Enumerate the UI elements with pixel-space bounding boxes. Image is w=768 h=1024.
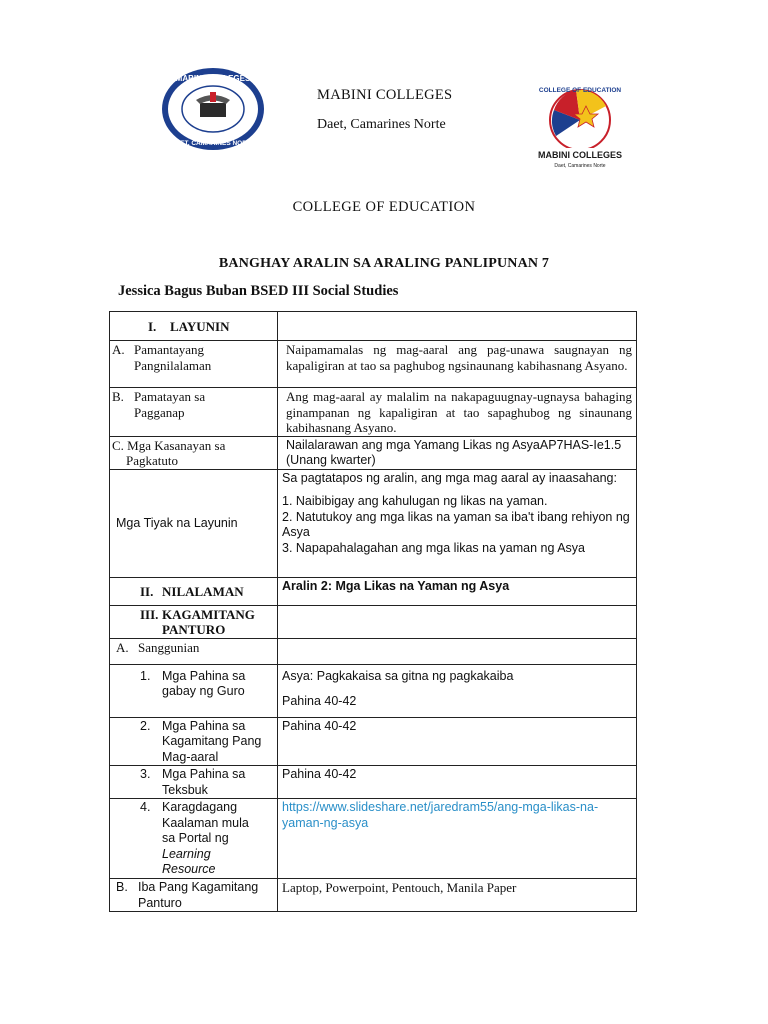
kasanayan-text: Nailalarawan ang mga Yamang Likas ng AsyaAP7HAS-Ie1.5 (Unang kwarter) bbox=[278, 436, 637, 469]
nilalaman-label-cell: II. NILALAMAN bbox=[110, 577, 278, 605]
kagamitang-pang-label-cell: 2. Mga Pahina sa Kagamitang Pang Mag-aaral bbox=[110, 717, 278, 766]
school-address: Daet, Camarines Norte bbox=[317, 117, 446, 132]
row-karagdagang-kaalaman bbox=[110, 799, 637, 879]
teksbuk-label-cell: 3. Mga Pahina sa Teksbuk bbox=[110, 766, 278, 799]
lesson-plan-title: BANGHAY ARALIN SA ARALING PANLIPUNAN 7 bbox=[218, 256, 550, 271]
row-kagamitang-pang-mag-aaral bbox=[110, 717, 637, 766]
gabay-content-cell bbox=[278, 664, 637, 717]
row-kasanayan bbox=[110, 436, 637, 469]
teksbuk-pages: Pahina 40-42 bbox=[278, 766, 637, 799]
kagamitan-value-cell bbox=[278, 605, 637, 638]
iba-pang-label-cell: B. Iba Pang Kagamitang Panturo bbox=[110, 879, 278, 912]
slideshare-link[interactable]: https://www.slideshare.net/jaredram55/ang-mga-likas-na- yaman-ng-asya bbox=[282, 800, 599, 830]
kasanayan-label-cell: C. Mga Kasanayan sa Pagkatuto bbox=[110, 436, 278, 469]
row-kagamitan bbox=[110, 605, 637, 638]
layunin-value-cell bbox=[278, 312, 637, 341]
sanggunian-label-cell: A. Sanggunian bbox=[110, 638, 278, 664]
nilalaman-text: Aralin 2: Mga Likas na Yaman ng Asya bbox=[278, 577, 637, 605]
gabay-book-title: Asya: Pagkakaisa sa gitna ng pagkakaiba bbox=[282, 668, 514, 683]
row-nilalaman bbox=[110, 577, 637, 605]
layunin-label-cell: I. LAYUNIN bbox=[110, 312, 278, 341]
karagdagang-link-cell[interactable] bbox=[278, 799, 637, 879]
gabay-label-cell: 1. Mga Pahina sa gabay ng Guro bbox=[110, 664, 278, 717]
tiyak-intro: Sa pagtatapos ng aralin, ang mga mag aaral ay inaasahang: bbox=[282, 470, 617, 485]
row-gabay-ng-guro bbox=[110, 664, 637, 717]
tiyak-item-2: 2. Natutukoy ang mga likas na yaman sa iba't ibang rehiyon ng Asya bbox=[282, 509, 630, 539]
row-pamantayang bbox=[110, 341, 637, 388]
svg-text:MABINI COLLEGES: MABINI COLLEGES bbox=[537, 150, 623, 160]
iba-pang-text: Laptop, Powerpoint, Pentouch, Manila Paper bbox=[278, 879, 637, 912]
lesson-plan-table bbox=[109, 311, 637, 912]
row-tiyak-na-layunin bbox=[110, 469, 637, 577]
author-line: Jessica Bagus Buban BSED III Social Studies bbox=[118, 283, 399, 299]
college-of-education-logo bbox=[526, 80, 634, 170]
svg-text:DAET, CAMARINES NORTE: DAET, CAMARINES NORTE bbox=[170, 140, 256, 147]
svg-text:MABINI COLLEGES: MABINI COLLEGES bbox=[175, 74, 251, 83]
row-pagganap bbox=[110, 388, 637, 437]
tiyak-label: Mga Tiyak na Layunin bbox=[110, 469, 278, 577]
pagganap-text: Ang mag-aaral ay malalim na nakapaguugnay-ugnaysa bahaging ginampanan ng kapaligiran at tao sapaghubog ng sinaunang kabihasnang Asyano. bbox=[278, 388, 637, 437]
tiyak-content-cell bbox=[278, 469, 637, 577]
row-iba-pang-kagamitang bbox=[110, 879, 637, 912]
sanggunian-value-cell bbox=[278, 638, 637, 664]
row-teksbuk bbox=[110, 766, 637, 799]
pamantayang-label-cell: A. Pamantayang Pangnilalaman bbox=[110, 341, 278, 388]
pamantayang-text: Naipamamalas ng mag-aaral ang pag-unawa saugnayan ng kapaligiran at tao sa paghubog ngsinaunang kabihasnang Asyano. bbox=[278, 341, 637, 388]
tiyak-item-1: 1. Naibibigay ang kahulugan ng likas na yaman. bbox=[282, 494, 548, 508]
svg-text:COLLEGE OF EDUCATION: COLLEGE OF EDUCATION bbox=[538, 87, 622, 94]
kagamitan-label-cell: III. KAGAMITANG PANTURO bbox=[110, 605, 278, 638]
gabay-pages: Pahina 40-42 bbox=[282, 694, 357, 708]
kagamitang-pang-pages: Pahina 40-42 bbox=[278, 717, 637, 766]
college-heading: COLLEGE OF EDUCATION bbox=[292, 199, 476, 215]
school-name: MABINI COLLEGES bbox=[317, 87, 453, 103]
mabini-colleges-seal-logo bbox=[160, 66, 266, 152]
svg-text:Daet, Camarines Norte: Daet, Camarines Norte bbox=[554, 163, 606, 169]
row-layunin bbox=[110, 312, 637, 341]
pagganap-label-cell: B. Pamatayan sa Pagganap bbox=[110, 388, 278, 437]
karagdagang-label-cell: 4. Karagdagang Kaalaman mula sa Portal ng Learning Resource bbox=[110, 799, 278, 879]
row-sanggunian bbox=[110, 638, 637, 664]
tiyak-item-3: 3. Napapahalagahan ang mga likas na yaman ng Asya bbox=[282, 540, 585, 555]
